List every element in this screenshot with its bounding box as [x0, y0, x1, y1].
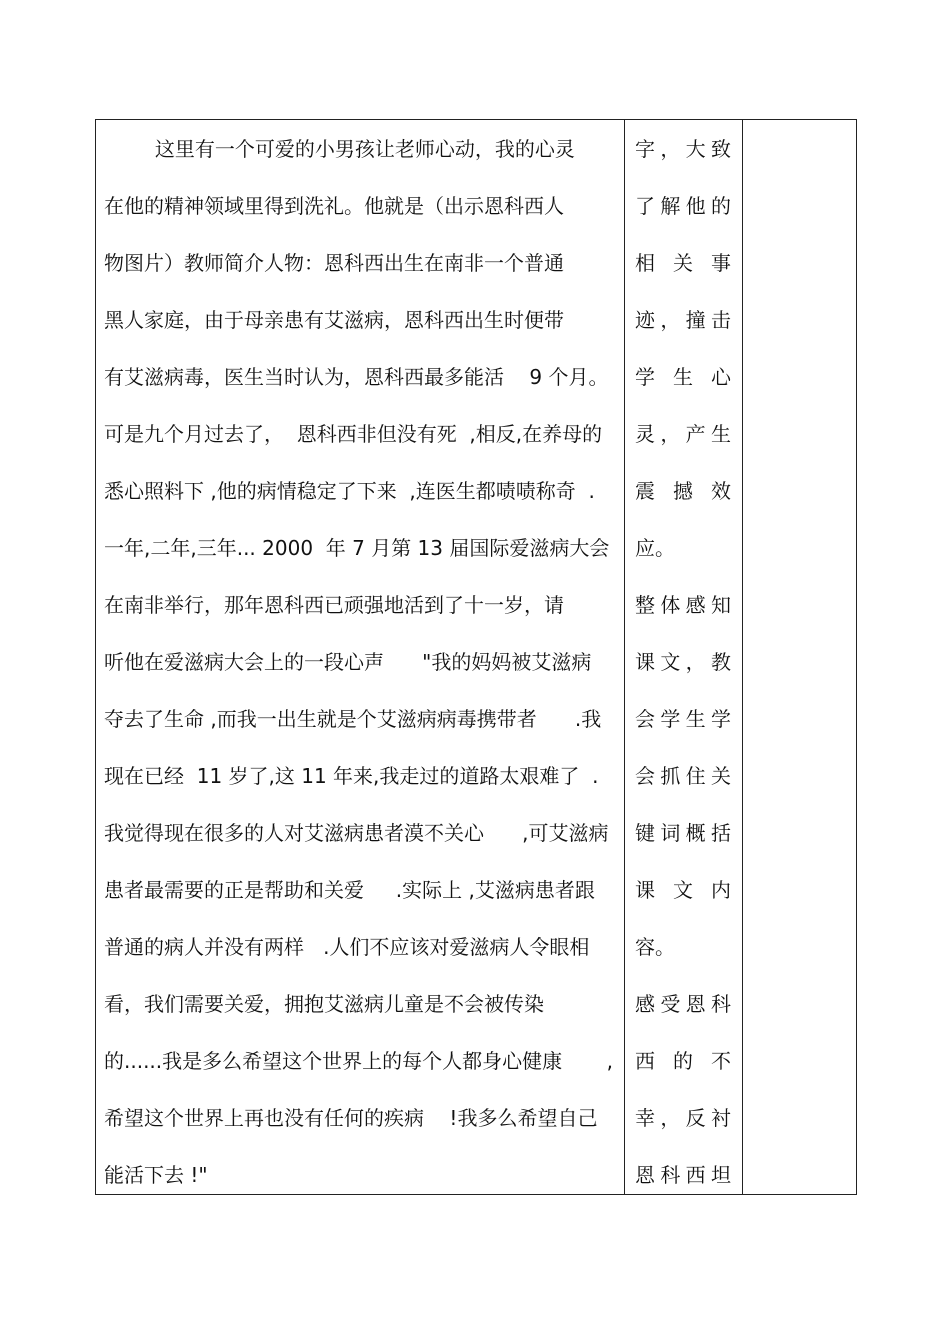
content-line: 黑人家庭，由于母亲患有艾滋病，恩科西出生时便带: [104, 308, 564, 332]
design-intent-column: [624, 120, 743, 1194]
intent-line: 容。: [635, 935, 675, 959]
content-line: 可是九个月过去了， 恩科西非但没有死 ,相反,在养母的: [104, 422, 603, 446]
content-line: 物图片）教师简介人物：恩科西出生在南非一个普通: [104, 251, 564, 275]
intent-line: 灵，产生: [635, 422, 731, 446]
intent-line: 学生心: [635, 365, 731, 389]
content-line: 现在已经 11 岁了,这 11 年来,我走过的道路太艰难了 .: [104, 764, 599, 788]
intent-line: 整体感知: [635, 593, 731, 617]
intent-line: 会抓住关: [635, 764, 731, 788]
content-line: 的......我是多么希望这个世界上的每个人都身心健康 ,: [104, 1049, 614, 1073]
lesson-table: [95, 119, 857, 1195]
intent-line: 恩科西坦: [635, 1163, 731, 1187]
intent-line: 相关事: [635, 251, 731, 275]
teaching-content-column: [96, 120, 625, 1194]
content-line: 有艾滋病毒，医生当时认为，恩科西最多能活 9 个月。: [104, 365, 609, 389]
content-line: 能活下去 !": [104, 1163, 208, 1187]
intent-line: 西的不: [635, 1049, 731, 1073]
content-line: 患者最需要的正是帮助和关爱 .实际上 ,艾滋病患者跟: [104, 878, 595, 902]
intent-line: 会学生学: [635, 707, 731, 731]
intent-line: 了解他的: [635, 194, 731, 218]
content-line: 听他在爱滋病大会上的一段心声 "我的妈妈被艾滋病: [104, 650, 592, 674]
content-line: 希望这个世界上再也没有任何的疾病 !我多么希望自己: [104, 1106, 598, 1130]
content-line: 悉心照料下 ,他的病情稳定了下来 ,连医生都啧啧称奇 .: [104, 479, 595, 503]
intent-line: 课文内: [635, 878, 731, 902]
notes-column: [742, 120, 856, 1194]
content-line: 看，我们需要关爱，拥抱艾滋病儿童是不会被传染: [104, 992, 544, 1016]
content-line: 普通的病人并没有两样 .人们不应该对爱滋病人令眼相: [104, 935, 590, 959]
content-line: 夺去了生命 ,而我一出生就是个艾滋病病毒携带者 .我: [104, 707, 602, 731]
content-line: 在南非举行，那年恩科西已顽强地活到了十一岁，请: [104, 593, 564, 617]
intent-line: 幸，反衬: [635, 1106, 731, 1130]
content-line: 在他的精神领域里得到洗礼。他就是（出示恩科西人: [104, 194, 564, 218]
content-line: 这里有一个可爱的小男孩让老师心动，我的心灵: [104, 137, 575, 161]
intent-line: 迹，撞击: [635, 308, 731, 332]
intent-line: 键词概括: [635, 821, 731, 845]
content-line: 我觉得现在很多的人对艾滋病患者漠不关心 ,可艾滋病: [104, 821, 609, 845]
intent-line: 震撼效: [635, 479, 731, 503]
intent-line: 感受恩科: [635, 992, 731, 1016]
intent-line: 字，大致: [635, 137, 731, 161]
intent-line: 课文，教: [635, 650, 731, 674]
content-line: 一年,二年,三年... 2000 年 7 月第 13 届国际爱滋病大会: [104, 536, 610, 560]
intent-line: 应。: [635, 536, 675, 560]
